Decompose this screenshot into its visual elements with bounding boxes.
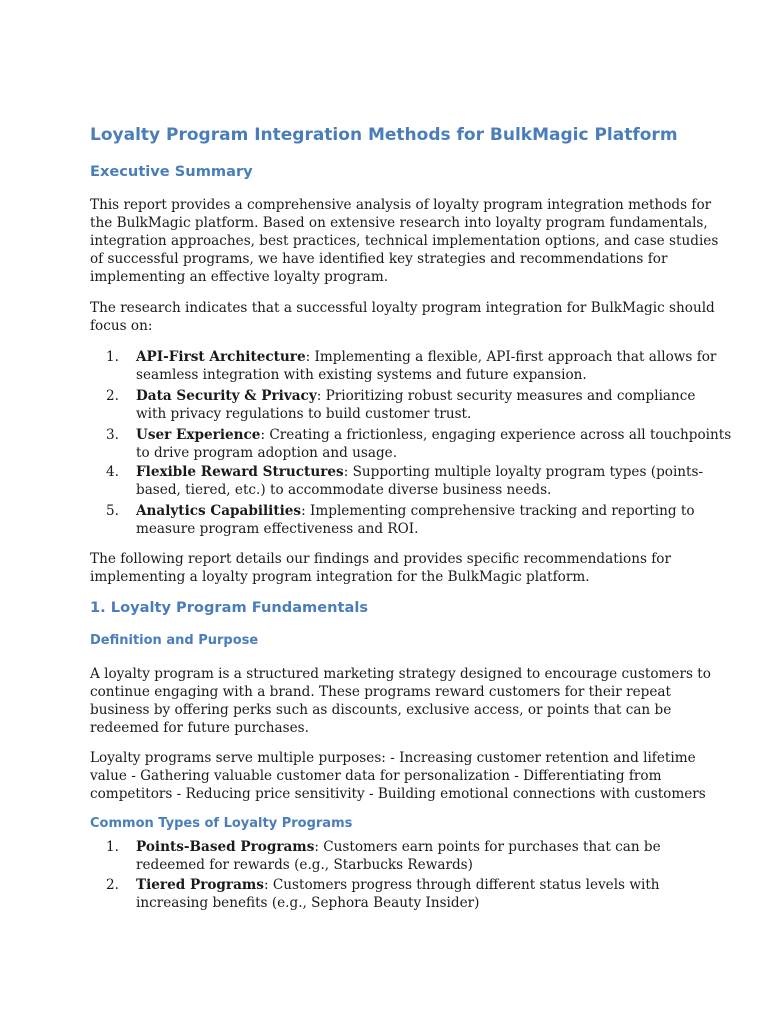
list-text: to drive program adoption and usage. xyxy=(136,445,398,461)
definition-paragraph-1 xyxy=(90,665,711,737)
text-line: focus on: xyxy=(90,318,153,334)
text-line: competitors - Reducing price sensitivity - Building emotional connections with customers xyxy=(90,786,706,802)
list-term: Analytics Capabilities xyxy=(136,503,302,519)
text-line: business by offering perks such as discounts, exclusive access, or points that can be xyxy=(90,702,672,718)
list-number: 2. xyxy=(106,388,119,404)
list-number: 4. xyxy=(106,464,119,480)
text-line: the BulkMagic platform. Based on extensive research into loyalty program fundamentals, xyxy=(90,215,708,231)
list-text: : Creating a frictionless, engaging experience across all touchpoints xyxy=(260,427,732,443)
executive-summary-heading: Executive Summary xyxy=(90,163,253,180)
text-line: continue engaging with a brand. These programs reward customers for their repeat xyxy=(90,684,671,700)
list-text: : Customers progress through different status levels with xyxy=(263,877,660,893)
list-text: : Implementing comprehensive tracking and reporting to xyxy=(301,503,695,519)
text-line: implementing an effective loyalty program. xyxy=(90,269,389,285)
list-item xyxy=(136,348,716,384)
text-line: This report provides a comprehensive analysis of loyalty program integration methods for xyxy=(90,197,712,213)
text-line: integration approaches, best practices, technical implementation options, and case studies xyxy=(90,233,719,249)
text-line: value - Gathering valuable customer data for personalization - Differentiating from xyxy=(90,768,662,784)
list-text: seamless integration with existing systems and future expansion. xyxy=(136,367,587,383)
list-term: User Experience xyxy=(136,427,261,443)
list-term: Data Security & Privacy xyxy=(136,388,317,404)
list-text: with privacy regulations to build customer trust. xyxy=(136,406,472,422)
text-line: The research indicates that a successful loyalty program integration for BulkMagic should xyxy=(90,300,715,316)
list-term: Tiered Programs xyxy=(136,877,264,893)
document-title: Loyalty Program Integration Methods for BulkMagic Platform xyxy=(90,125,678,145)
list-term: Points-Based Programs xyxy=(136,839,315,855)
list-text: based, tiered, etc.) to accommodate diverse business needs. xyxy=(136,482,552,498)
text-line: A loyalty program is a structured marketing strategy designed to encourage customers to xyxy=(90,666,711,682)
list-text: : Customers earn points for purchases that can be xyxy=(314,839,661,855)
text-line: The following report details our findings and provides specific recommendations for xyxy=(90,551,671,567)
list-text: increasing benefits (e.g., Sephora Beauty Insider) xyxy=(136,895,480,911)
list-number: 2. xyxy=(106,877,119,893)
list-text: measure program effectiveness and ROI. xyxy=(136,521,419,537)
text-line: implementing a loyalty program integration for the BulkMagic platform. xyxy=(90,569,590,585)
summary-paragraph-1 xyxy=(90,196,718,286)
summary-paragraph-3 xyxy=(90,550,671,586)
section-1-heading: 1. Loyalty Program Fundamentals xyxy=(90,599,369,616)
list-text: : Implementing a flexible, API-first approach that allows for xyxy=(305,349,717,365)
summary-paragraph-2 xyxy=(90,299,715,335)
types-heading: Common Types of Loyalty Programs xyxy=(90,816,353,831)
list-number: 3. xyxy=(106,427,119,443)
list-text: : Prioritizing robust security measures and compliance xyxy=(316,388,696,404)
list-text: : Supporting multiple loyalty program types (points- xyxy=(343,464,704,480)
list-number: 5. xyxy=(106,503,119,519)
definition-heading: Definition and Purpose xyxy=(90,633,259,648)
definition-paragraph-2 xyxy=(90,749,706,803)
list-item xyxy=(136,876,660,912)
list-number: 1. xyxy=(106,349,119,365)
list-item xyxy=(136,463,703,499)
list-item xyxy=(136,838,661,874)
list-item xyxy=(136,387,695,423)
text-line: redeemed for future purchases. xyxy=(90,720,309,736)
text-line: Loyalty programs serve multiple purposes: - Increasing customer retention and lifetime xyxy=(90,750,696,766)
list-term: API-First Architecture xyxy=(136,349,306,365)
list-term: Flexible Reward Structures xyxy=(136,464,344,480)
list-number: 1. xyxy=(106,839,119,855)
list-item xyxy=(136,426,731,462)
text-line: of successful programs, we have identified key strategies and recommendations for xyxy=(90,251,668,267)
list-item xyxy=(136,502,695,538)
list-text: redeemed for rewards (e.g., Starbucks Rewards) xyxy=(136,857,473,873)
